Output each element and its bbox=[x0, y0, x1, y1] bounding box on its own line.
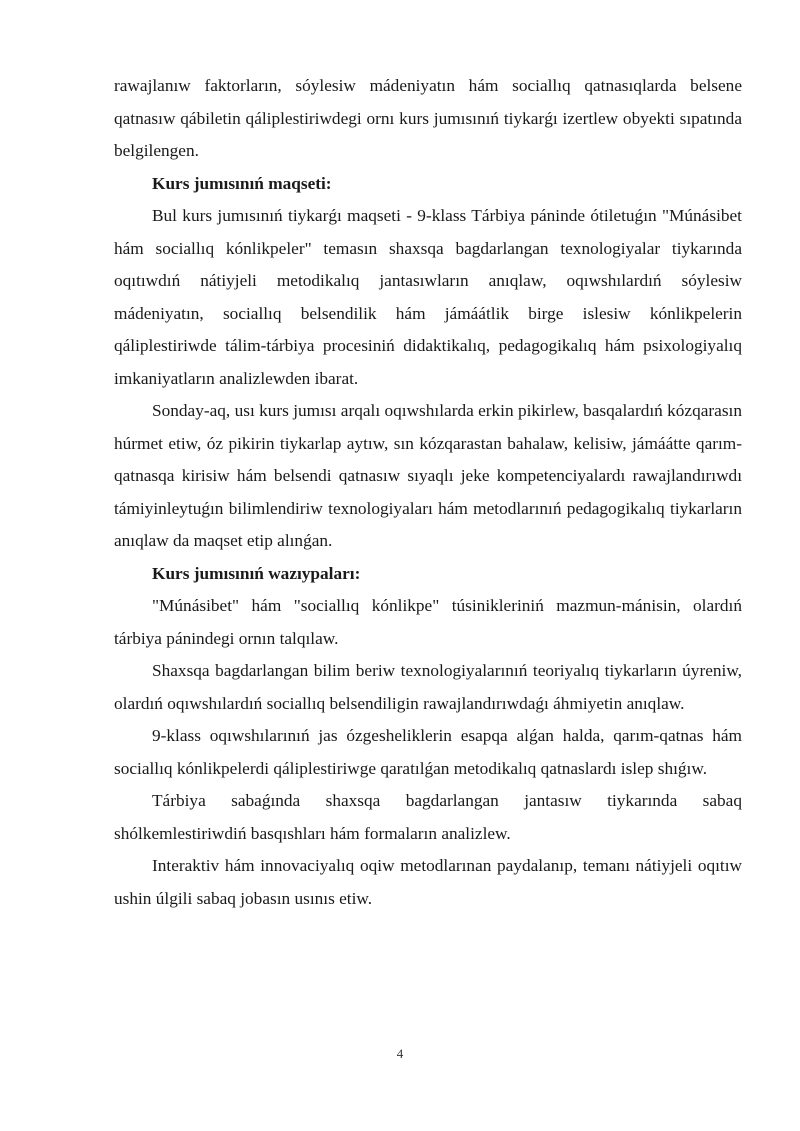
page-number: 4 bbox=[396, 1046, 404, 1061]
paragraph-intro-continuation: rawajlanıw faktorların, sóylesiw mádeniyatın hám sociallıq qatnasıqlarda belsene qatnasıw qábiletin qáliplestiriwdegi ornı kurs jumısınıń tiykarǵı izertlew obyekti sıpatında belgilengen. bbox=[114, 76, 742, 160]
paragraph-task-4: Tárbiya sabaǵında shaxsqa bagdarlangan jantasıw tiykarında sabaq shólkemlestiriwdiń basqıshları hám formaların analizlew. bbox=[114, 791, 742, 843]
paragraph-goal-main: Bul kurs jumısınıń tiykarǵı maqseti - 9-klass Tárbiya páninde ótiletuǵın "Múnásibet hám sociallıq kónlikpeler" temasın shaxsqa bagdarlangan texnologiyalar tiykarında oqıtıwdıń nátiyjeli metodikalıq jantasıwların anıqlaw, oqıwshılardıń sóylesiw mádeniyatın, sociallıq belsendilik hám jámáátlik birge islesiw kónlikpelerin qáliplestiriwde tálim-tárbiya procesiniń didaktikalıq, pedagogikalıq hám psixologiyalıq imkaniyatların analizlewden ibarat. bbox=[114, 206, 742, 388]
paragraph-goal-additional: Sonday-aq, usı kurs jumısı arqalı oqıwshılarda erkin pikirlew, basqalardıń kózqarasın húrmet etiw, óz pikirin tiykarlap aytıw, sın kózqarastan bahalaw, kelisiw, jámáátte qarım-qatnasqa kirisiw hám belsendi qatnasıw sıyaqlı jeke kompetenciyalardı rawajlandırıwdı támiyinleytuǵın bilimlendiriw texnologiyaları hám metodlarınıń pedagogikalıq tiykarların anıqlaw da maqset etip alınǵan. bbox=[114, 401, 742, 550]
paragraph-task-5: Interaktiv hám innovaciyalıq oqiw metodlarınan paydalanıp, temanı nátiyjeli oqıtıw ushin úlgili sabaq jobasın usınıs etiw. bbox=[114, 856, 742, 908]
paragraph-task-2: Shaxsqa bagdarlangan bilim beriw texnologiyalarınıń teoriyalıq tiykarların úyreniw, olardıń oqıwshılardıń sociallıq belsendiligin rawajlandırıwdaǵı áhmiyetin anıqlaw. bbox=[114, 661, 742, 713]
paragraph-task-1: "Múnásibet" hám "sociallıq kónlikpe" túsinikleriniń mazmun-mánisin, olardıń tárbiya pánindegi ornın talqılaw. bbox=[114, 596, 742, 648]
paragraph-task-3: 9-klass oqıwshılarınıń jas ózgesheliklerin esapqa alǵan halda, qarım-qatnas hám sociallıq kónlikpelerdi qáliplestiriwge qaratılǵan metodikalıq qatnaslardı islep shıǵıw. bbox=[114, 726, 742, 778]
document-page bbox=[114, 70, 742, 915]
heading-tasks: Kurs jumısınıń wazıypaları: bbox=[152, 563, 361, 583]
heading-goal: Kurs jumısınıń maqseti: bbox=[152, 173, 332, 193]
